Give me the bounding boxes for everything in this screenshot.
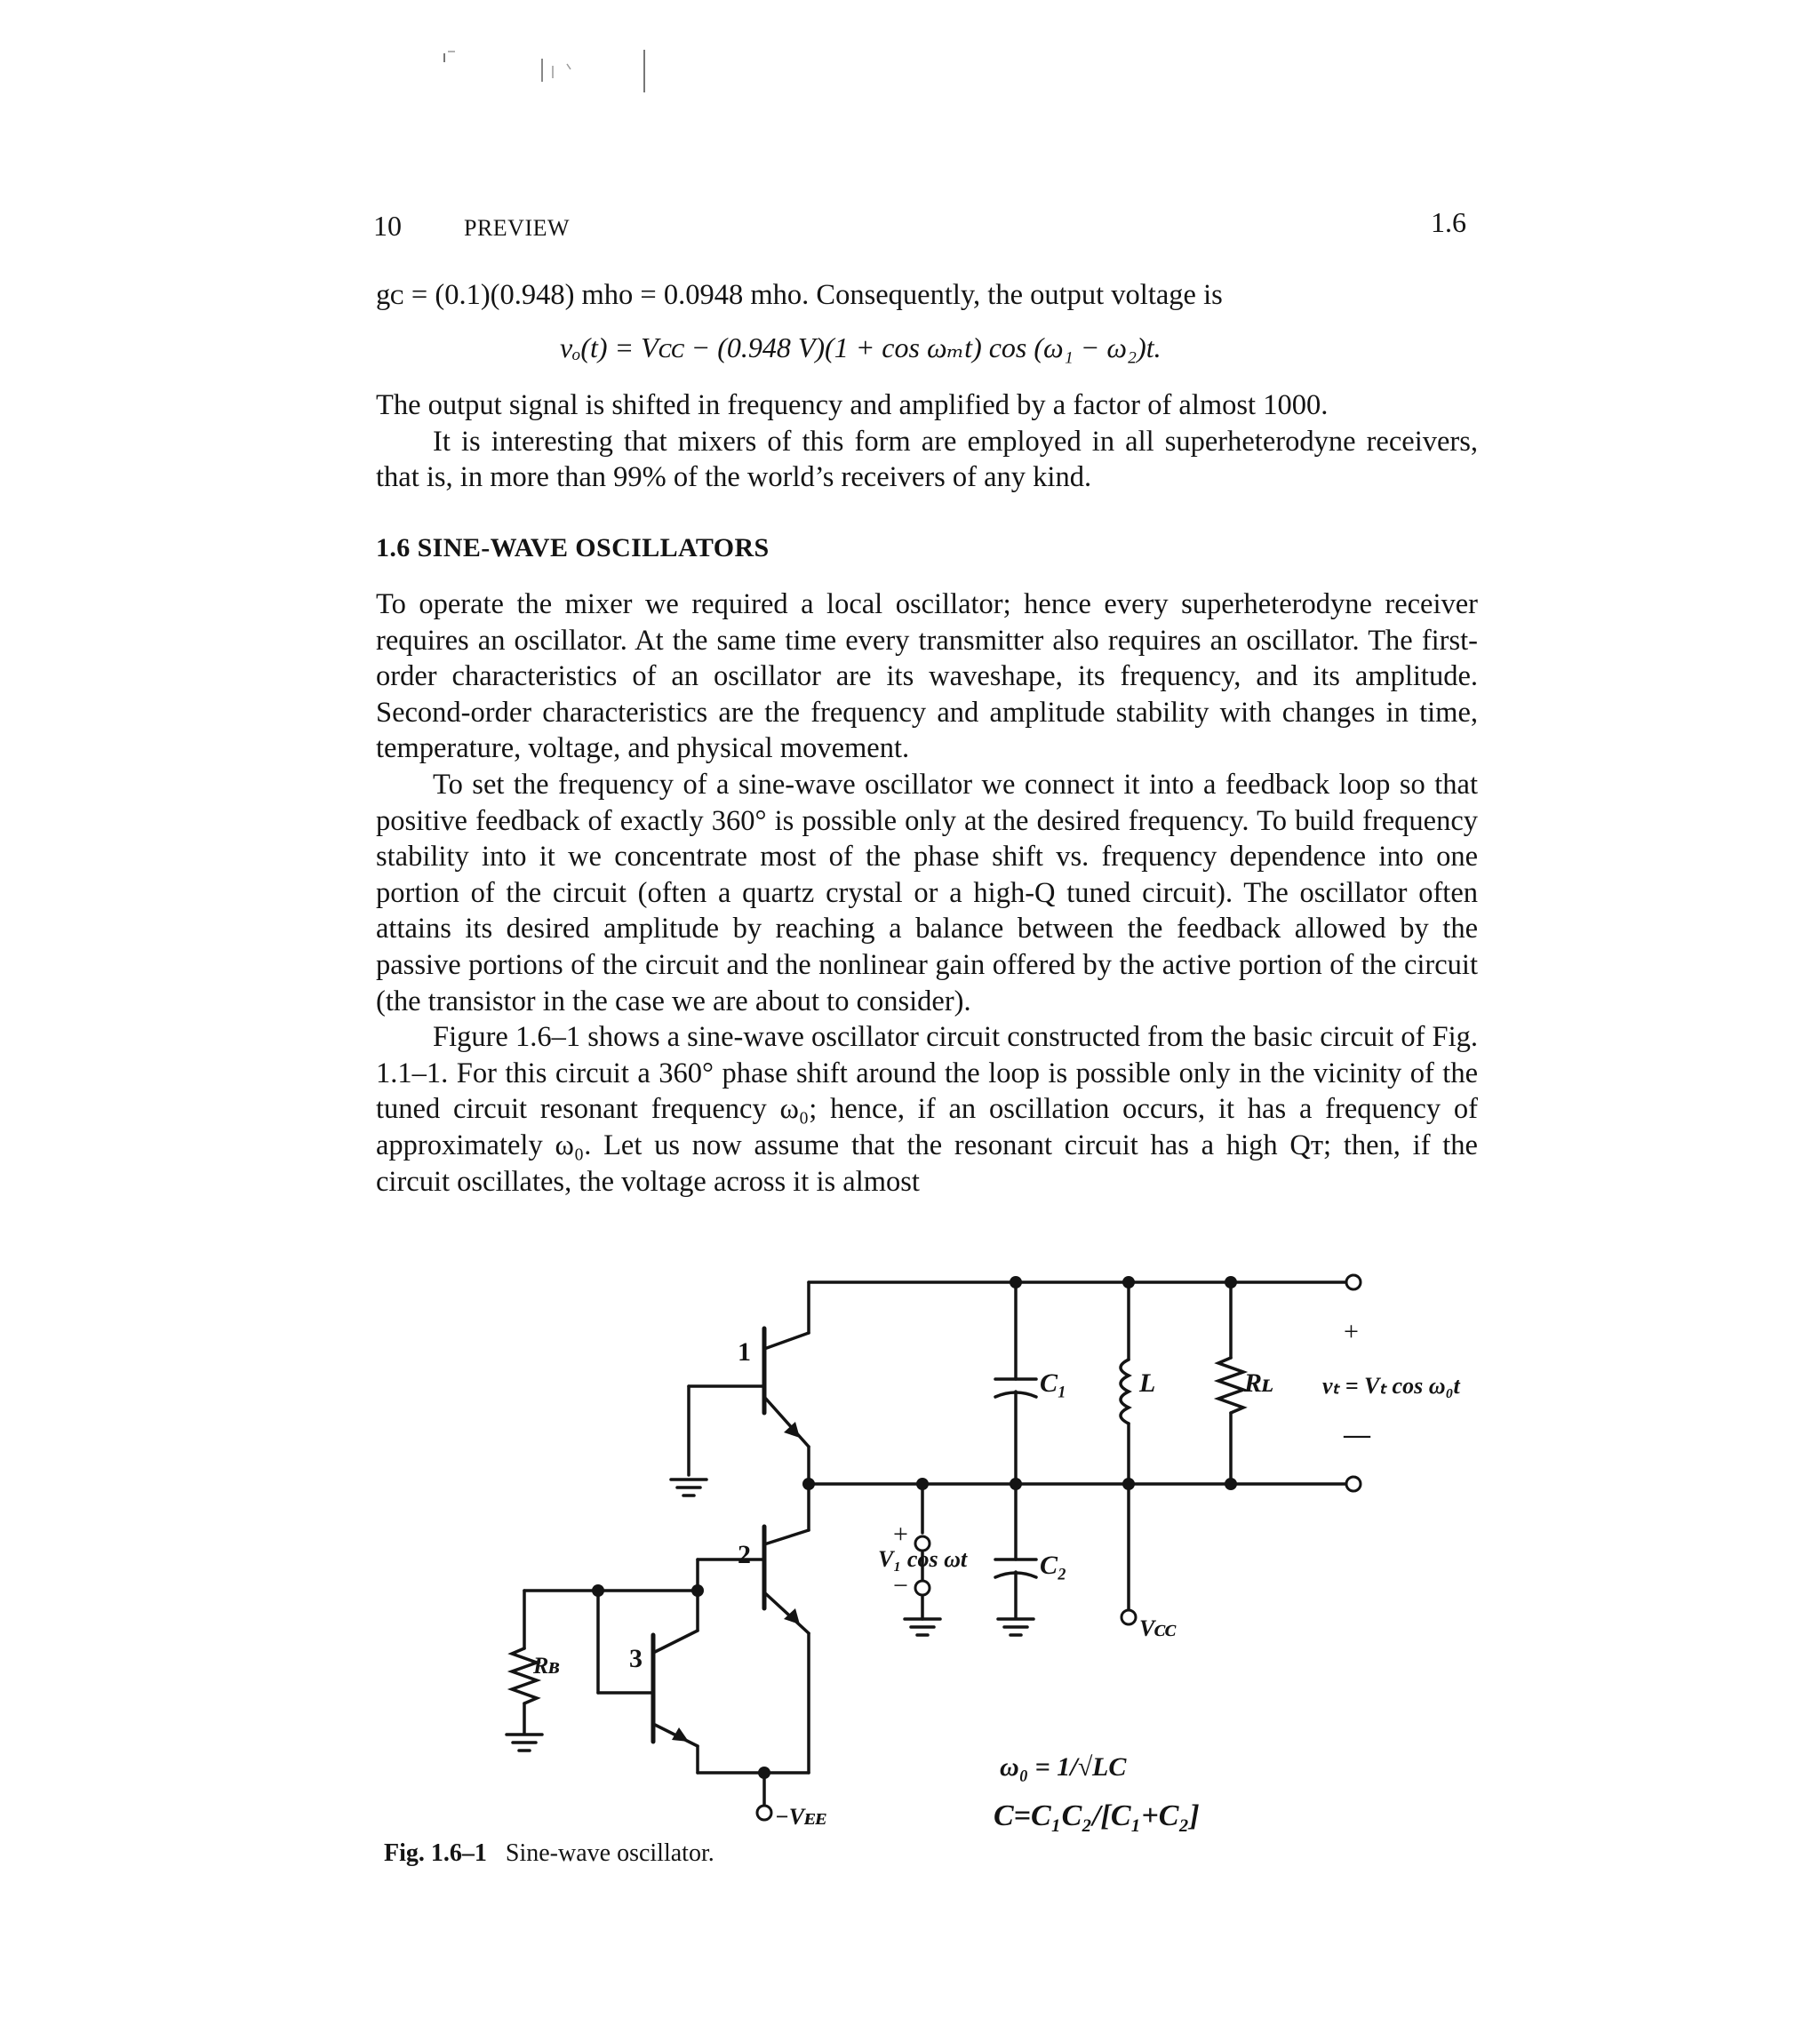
vcc-terminal — [1122, 1610, 1136, 1624]
load-resistor-zigzag — [1218, 1358, 1243, 1413]
vcc-label: Vᴄᴄ — [1139, 1615, 1177, 1641]
source-plus-label: + — [893, 1520, 908, 1549]
section-marker: 1.6 — [1431, 206, 1466, 238]
section-paragraph-2: To set the frequency of a sine-wave oscillator we connect it into a feedback loop so that positive feedback of exactly 360° is possible only at the desired frequency. To build frequency stability into it we concentrate most of the phase shift vs. frequency dependence into one portion of the circuit (often a quartz crystal or a high-Q tuned circuit). The oscillator often attains its desired amplitude by reaching a balance between the feedback allowed by the passive portions of the circuit and the nonlinear gain offered by the active portion of the circuit (the transistor in the case we are about to consider). — [376, 768, 1478, 1017]
page-number: 10 — [373, 210, 402, 242]
junction-dots — [592, 1276, 1237, 1779]
load-resistor-label: Rʟ — [1244, 1368, 1273, 1398]
bias-resistor-label: Rʙ — [533, 1653, 561, 1679]
transistor-3-label: 3 — [629, 1644, 643, 1673]
vee-label: −Vᴇᴇ — [775, 1804, 827, 1830]
source-terminal-minus — [915, 1581, 930, 1595]
transistor-1-emitter — [764, 1397, 809, 1447]
caption-label: Fig. 1.6–1 — [384, 1839, 487, 1867]
output-terminal-bottom — [1346, 1477, 1361, 1491]
capacitor-c2-label: C₂ — [1040, 1551, 1067, 1580]
transistor-1-collector — [764, 1333, 809, 1349]
resonant-frequency-equation: ω₀ = 1/√LC — [1000, 1752, 1127, 1782]
section-heading: 1.6 SINE-WAVE OSCILLATORS — [376, 533, 770, 562]
output-voltage-label: vₜ = Vₜ cos ω₀t — [1322, 1373, 1460, 1399]
transistor-2-label: 2 — [738, 1540, 751, 1569]
capacitance-equation: C=C₁C₂/[C₁+C₂] — [994, 1799, 1200, 1832]
intro-paragraph-2: It is interesting that mixers of this form are employed in all superheterodyne receivers, that is, in more than 99% of the world’s receivers of any kind. — [376, 425, 1478, 494]
source-label: V₁ cos ωt — [878, 1546, 968, 1572]
output-minus-label: — — [1344, 1420, 1370, 1449]
inductor-label: L — [1139, 1368, 1156, 1398]
capacitor-c1-label: C₁ — [1040, 1368, 1067, 1398]
section-paragraph-3: Figure 1.6–1 shows a sine-wave oscillator circuit constructed from the basic circuit of Fig. 1.1–1. For this circuit a 360° phase shift around the loop is possible only in the vicinity of the tuned circuit resonant frequency ω₀; hence, if an oscillation occurs, it has a frequency of approximately ω₀. Let us now assume that the resonant circuit has a high Qᴛ; then, if the circuit oscillates, the voltage across it is almost — [376, 1021, 1479, 1198]
caption-text: Sine-wave oscillator. — [505, 1839, 714, 1867]
inductor-coil — [1121, 1360, 1129, 1424]
intro-paragraph-1: The output signal is shifted in frequency and amplified by a factor of almost 1000. — [376, 389, 1329, 421]
vee-terminal — [757, 1806, 771, 1820]
transistor-1-arrow — [784, 1422, 800, 1438]
output-terminal-top — [1346, 1275, 1361, 1289]
output-plus-label: + — [1344, 1317, 1359, 1346]
section-paragraph-1: To operate the mixer we required a local oscillator; hence every superheterodyne receiver requires an oscillator. At the same time every transmitter also requires an oscillator. The first-order characteristics of an oscillator are its waveshape, its frequency, and its amplitude. Second-order characteristics are the frequency and amplitude stability with changes in time, temperature, voltage, and physical movement. — [376, 588, 1478, 765]
running-title: PREVIEW — [464, 215, 571, 241]
output-equation: vₒ(t) = Vᴄᴄ − (0.948 V)(1 + cos ωₘt) cos (ω₁ − ω₂)t. — [560, 331, 1161, 363]
transistor-1-label: 1 — [738, 1337, 751, 1367]
intro-text: gᴄ = (0.1)(0.948) mho = 0.0948 mho. Consequently, the output voltage is — [376, 279, 1223, 311]
source-minus-label: − — [893, 1571, 908, 1600]
figure-caption — [384, 1839, 714, 1868]
